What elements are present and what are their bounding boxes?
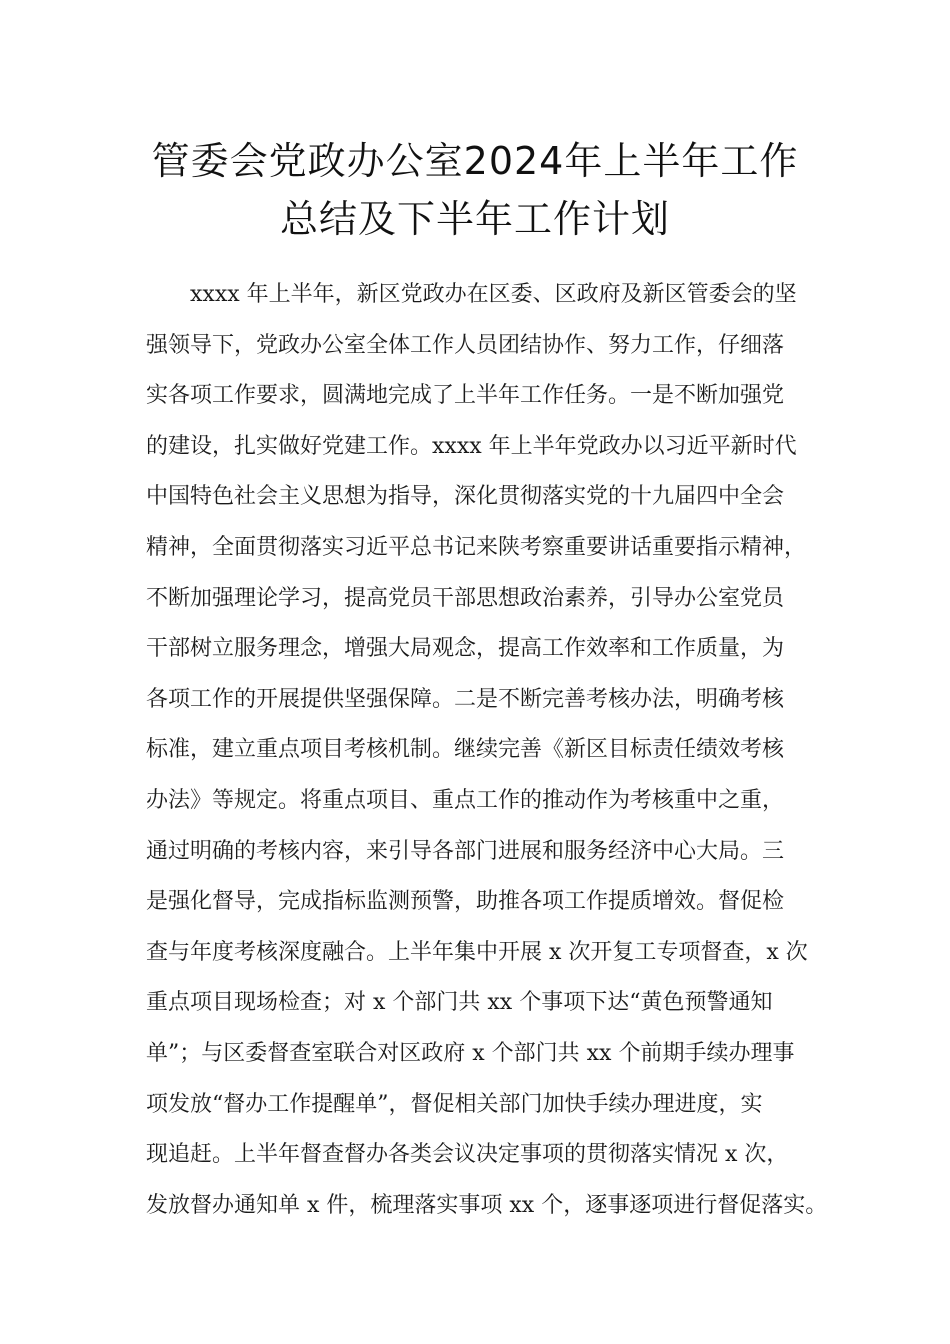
body-line: 各项工作的开展提供坚强保障。二是不断完善考核办法，明确考核 — [146, 686, 785, 712]
body-line: 项发放“督办工作提醒单”，督促相关部门加快手续办理进度，实 — [146, 1091, 763, 1117]
body-line: 中国特色社会主义思想为指导，深化贯彻落实党的十九届四中全会 — [146, 484, 785, 510]
body-line: 的建设，扎实做好党建工作。xxxx 年上半年党政办以习近平新时代 — [146, 433, 797, 459]
body-line: 查与年度考核深度融合。上半年集中开展 x 次开复工专项督查，x 次 — [146, 939, 808, 965]
body-line: 干部树立服务理念，增强大局观念，提高工作效率和工作质量，为 — [146, 636, 785, 662]
body-line: 实各项工作要求，圆满地完成了上半年工作任务。一是不断加强党 — [146, 383, 785, 409]
body-line: 重点项目现场检查；对 x 个部门共 xx 个事项下达“黄色预警通知 — [146, 990, 773, 1016]
body-line: 不断加强理论学习，提高党员干部思想政治素养，引导办公室党员 — [146, 585, 785, 611]
body-line: 发放督办通知单 x 件，梳理落实事项 xx 个，逐事逐项进行督促落实。 — [146, 1192, 828, 1218]
body-line: 是强化督导，完成指标监测预警，助推各项工作提质增效。督促检 — [146, 889, 785, 915]
body-line: 办法》等规定。将重点项目、重点工作的推动作为考核重中之重， — [146, 787, 785, 813]
body-line: 单”；与区委督查室联合对区政府 x 个部门共 xx 个前期手续办理事 — [146, 1040, 795, 1066]
document-body — [146, 280, 836, 1241]
body-line: 通过明确的考核内容，来引导各部门进展和服务经济中心大局。三 — [146, 838, 785, 864]
document-title-line-1: 管委会党政办公室2024年上半年工作 — [151, 139, 799, 183]
body-line: 强领导下，党政办公室全体工作人员团结协作、努力工作，仔细落 — [146, 332, 785, 358]
body-line: 精神，全面贯彻落实习近平总书记来陕考察重要讲话重要指示精神， — [146, 534, 807, 560]
body-line: 标准，建立重点项目考核机制。继续完善《新区目标责任绩效考核 — [146, 737, 785, 763]
body-line: xxxx 年上半年，新区党政办在区委、区政府及新区管委会的坚 — [190, 282, 797, 307]
document-title-line-2: 总结及下半年工作计划 — [279, 197, 670, 241]
body-line: 现追赶。上半年督查督办各类会议决定事项的贯彻落实情况 x 次， — [146, 1142, 789, 1168]
